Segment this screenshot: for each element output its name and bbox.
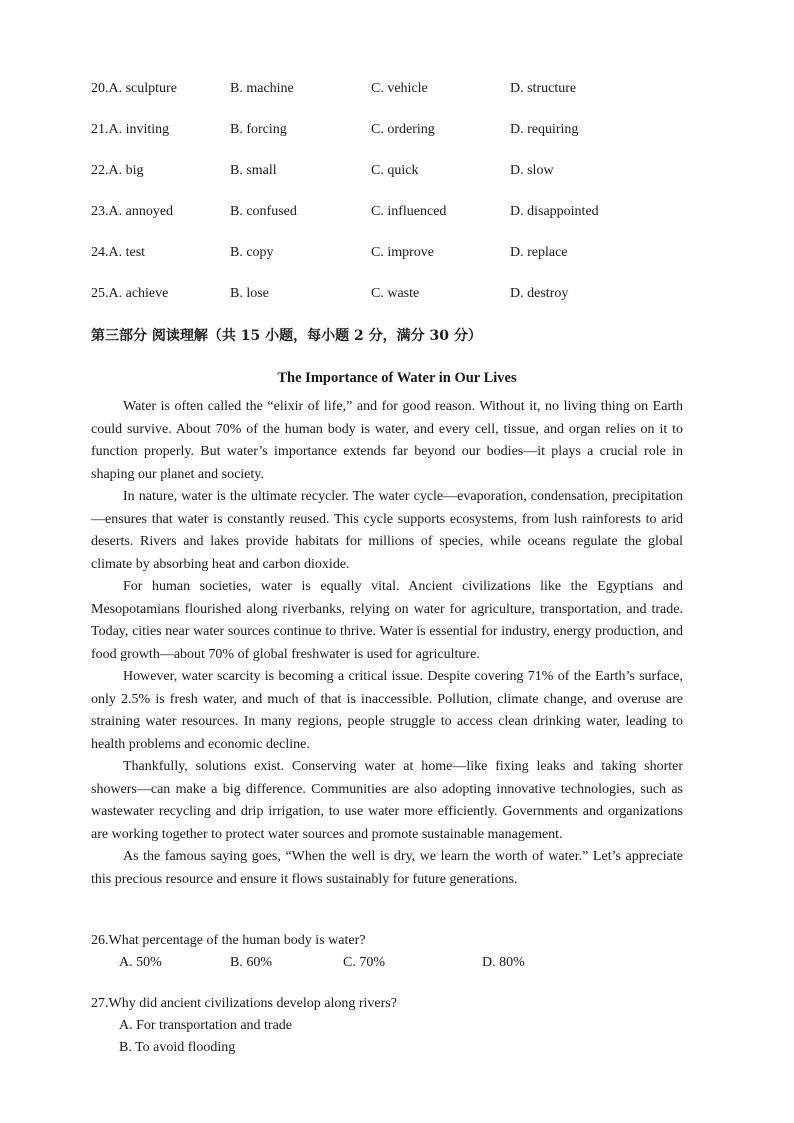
option-row	[91, 204, 731, 224]
question-stem: 27.Why did ancient civilizations develop along rivers?	[91, 996, 397, 1011]
passage-paragraph: Thankfully, solutions exist. Conserving water at home—like fixing leaks and taking shorter showers—can make a big difference. Communities are also adopting innovative technologies, such as wastewater recycling and drip irrigation, to use water more efficiently. Governments and organizations are working together to protect water sources and promote sustainable management.	[91, 759, 683, 842]
question-26	[91, 930, 711, 974]
question-stem: 26.What percentage of the human body is water?	[91, 933, 366, 948]
option-c: C. influenced	[371, 204, 447, 219]
option-c: C. improve	[371, 245, 434, 260]
option-b: B. small	[230, 163, 277, 178]
option-c: C. quick	[371, 163, 419, 178]
option-row	[91, 163, 731, 183]
passage-body	[91, 396, 683, 891]
option-b: B. confused	[230, 204, 297, 219]
option-a: 21.A. inviting	[91, 122, 170, 137]
option-b[interactable]: B. To avoid flooding	[119, 1040, 236, 1055]
option-d: D. slow	[510, 163, 554, 178]
section-title: 第三部分 阅读理解（共 15 小题，每小题 2 分，满分 30 分）	[91, 328, 482, 344]
question-options	[119, 952, 711, 974]
option-d[interactable]: D. 80%	[482, 955, 525, 970]
option-c: C. waste	[371, 286, 420, 301]
option-a: 22.A. big	[91, 163, 144, 178]
passage-title: The Importance of Water in Our Lives	[277, 370, 517, 386]
passage-paragraph: Water is often called the “elixir of life,” and for good reason. Without it, no living thing on Earth could survive. About 70% of the human body is water, and every cell, tissue, and organ relies on it to function properly. But water’s importance extends far beyond our bodies—it plays a crucial role in shaping our planet and society.	[91, 399, 683, 482]
option-b: B. lose	[230, 286, 269, 301]
option-b: B. machine	[230, 81, 294, 96]
option-b: B. copy	[230, 245, 274, 260]
option-b: B. forcing	[230, 122, 287, 137]
option-d: D. requiring	[510, 122, 579, 137]
option-row	[91, 122, 731, 142]
option-a[interactable]: A. For transportation and trade	[119, 1018, 293, 1033]
question-27	[91, 993, 711, 1059]
option-a: 20.A. sculpture	[91, 81, 177, 96]
option-b[interactable]: B. 60%	[230, 955, 272, 970]
option-row	[91, 245, 731, 265]
option-c: C. vehicle	[371, 81, 428, 96]
option-row	[91, 286, 731, 306]
option-a: 24.A. test	[91, 245, 146, 260]
passage-paragraph: However, water scarcity is becoming a critical issue. Despite covering 71% of the Earth’s surface, only 2.5% is fresh water, and much of that is inaccessible. Pollution, climate change, and overuse are straining water resources. In many regions, people struggle to access clean drinking water, leading to health problems and economic decline.	[91, 669, 683, 752]
passage-paragraph: As the famous saying goes, “When the well is dry, we learn the worth of water.” Let’s appreciate this precious resource and ensure it flows sustainably for future generations.	[91, 849, 683, 887]
option-c: C. ordering	[371, 122, 435, 137]
option-a[interactable]: A. 50%	[119, 955, 162, 970]
option-row	[91, 81, 731, 101]
passage-paragraph: In nature, water is the ultimate recycler. The water cycle—evaporation, condensation, precipitation—ensures that water is constantly reused. This cycle supports ecosystems, from lush rainforests to arid deserts. Rivers and lakes provide habitats for millions of species, while oceans regulate the global climate by absorbing heat and carbon dioxide.	[91, 489, 683, 572]
option-d: D. replace	[510, 245, 568, 260]
option-a: 23.A. annoyed	[91, 204, 174, 219]
option-d: D. destroy	[510, 286, 569, 301]
option-d: D. disappointed	[510, 204, 599, 219]
option-a: 25.A. achieve	[91, 286, 169, 301]
passage-paragraph: For human societies, water is equally vital. Ancient civilizations like the Egyptians and Mesopotamians flourished along riverbanks, relying on water for agriculture, transportation, and trade. Today, cities near water sources continue to thrive. Water is essential for industry, energy production, and food growth—about 70% of global freshwater is used for agriculture.	[91, 579, 683, 662]
option-d: D. structure	[510, 81, 577, 96]
option-c[interactable]: C. 70%	[343, 955, 385, 970]
